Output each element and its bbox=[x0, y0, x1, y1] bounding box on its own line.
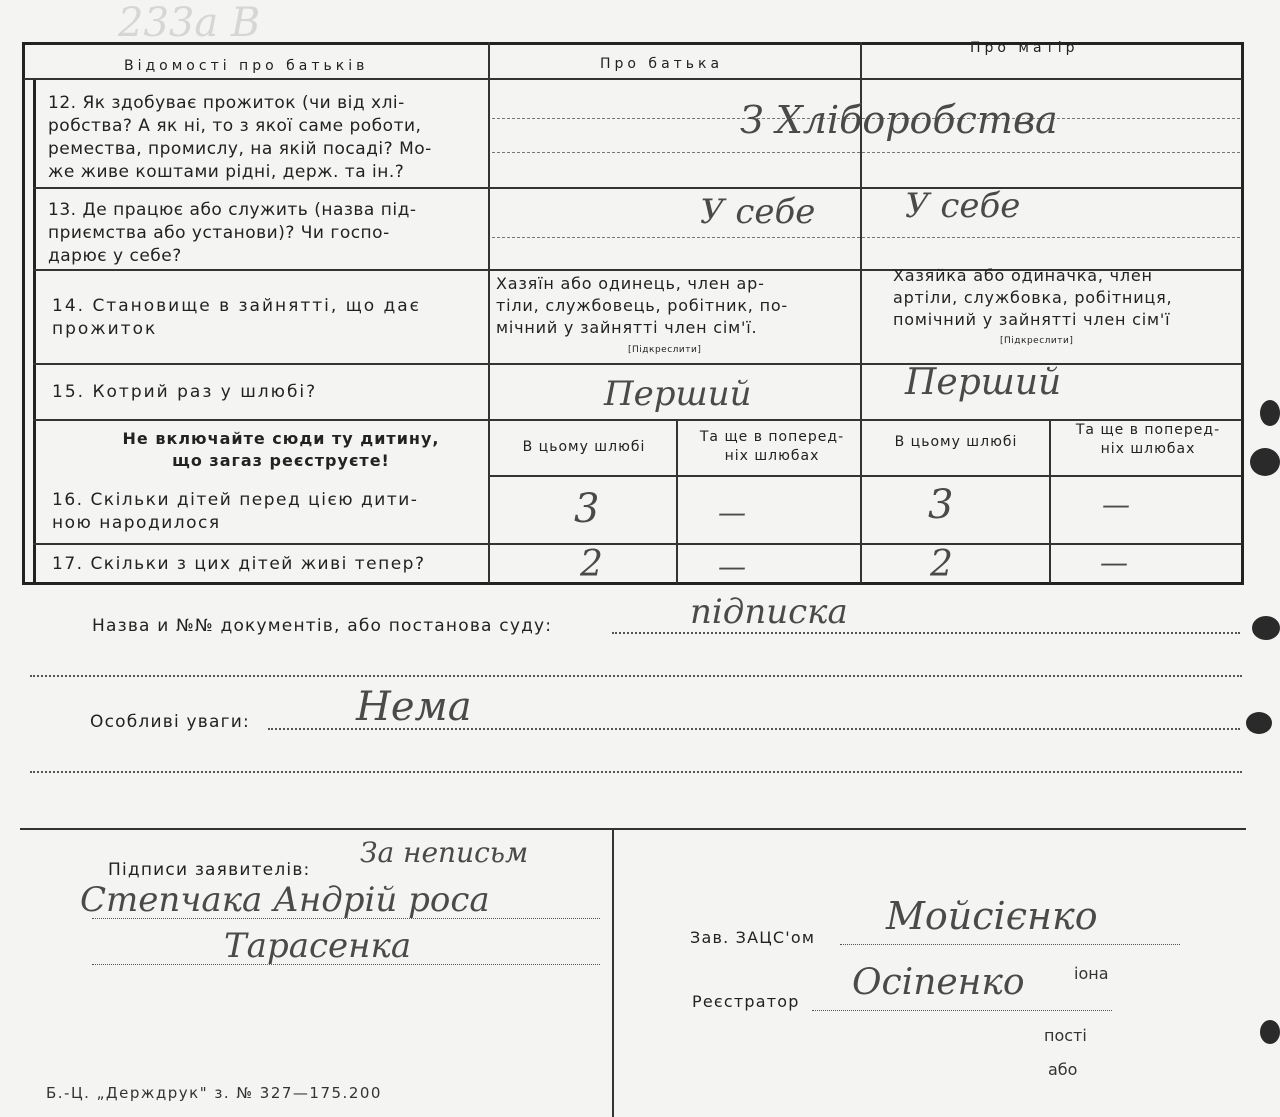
header-rule bbox=[24, 78, 1242, 80]
answer-q17-mother-this: 2 bbox=[930, 544, 953, 585]
answer-q17-father-this: 2 bbox=[580, 544, 603, 585]
stamp-fragment: пості bbox=[1044, 1026, 1087, 1045]
answer-q16-father-this: 3 bbox=[574, 486, 600, 532]
printer-imprint: Б.-Ц. „Держдрук" з. № 327—175.200 bbox=[46, 1084, 382, 1102]
applicant-signature: Тарасенка bbox=[224, 926, 412, 966]
q14-line: прожиток bbox=[52, 319, 158, 339]
signatures-label: Підписи заявителів: bbox=[108, 860, 311, 880]
q12-line: робства? А як ні, то з якої саме роботи, bbox=[48, 116, 422, 136]
answer-q17-mother-prev: — bbox=[1100, 546, 1128, 579]
subheader-line: Та ще в поперед- bbox=[1075, 422, 1221, 438]
subheader-line: ніх шлюбах bbox=[724, 448, 820, 464]
question-17: 17. Скільки з цих дітей живі тепер? bbox=[52, 554, 426, 574]
option-line: мічний у зайнятті член сім'ї. bbox=[496, 318, 758, 337]
underline-hint-father: [Підкреслити] bbox=[628, 345, 702, 355]
q16-line: 16. Скільки дітей перед цією дити- bbox=[52, 490, 419, 510]
q16-line: ною народилося bbox=[52, 513, 221, 533]
subheader-father-this-marriage: В цьому шлюбі bbox=[522, 439, 646, 455]
option-line: тіли, службовець, робітник, по- bbox=[496, 296, 788, 315]
zags-head-line bbox=[840, 944, 1180, 945]
note-line: що загаз реєструєте! bbox=[172, 451, 390, 470]
remarks-value: Нема bbox=[356, 684, 472, 730]
option-line: артіли, службовка, робітниця, bbox=[893, 288, 1173, 307]
answer-q15-mother: Перший bbox=[905, 362, 1062, 403]
option-line: Хазяїн або одинець, член ар- bbox=[496, 274, 765, 293]
sheet-number-mark: 233а В bbox=[118, 0, 261, 46]
option-line: помічний у зайнятті член сім'ї bbox=[893, 310, 1171, 329]
documents-line bbox=[612, 632, 1240, 634]
question-15: 15. Котрий раз у шлюбі? bbox=[52, 382, 318, 402]
zags-head-label: Зав. ЗАЦС'ом bbox=[690, 928, 816, 947]
subheader-line: Та ще в поперед- bbox=[699, 429, 845, 445]
documents-label: Назва и №№ документів, або постанова суду: bbox=[92, 616, 553, 636]
documents-value: підписка bbox=[690, 592, 848, 632]
column-divider bbox=[1049, 419, 1051, 583]
answer-q16-father-prev: — bbox=[718, 496, 746, 529]
q14-line: 14. Становище в зайнятті, що дає bbox=[52, 296, 422, 316]
stamp-fragment: іона bbox=[1074, 964, 1109, 983]
answer-q17-father-prev: — bbox=[718, 550, 746, 583]
writing-line bbox=[492, 152, 1240, 153]
registrar-label: Реєстратор bbox=[692, 992, 800, 1011]
header-info: Відомості про батьків bbox=[124, 58, 369, 74]
answer-q13-mother: У себе bbox=[905, 186, 1021, 226]
q12-line: же живе коштами рідні, держ. та ін.? bbox=[48, 162, 405, 182]
subheader-mother-this-marriage: В цьому шлюбі bbox=[894, 434, 1018, 450]
row-rule bbox=[33, 187, 1242, 189]
table-inner-border bbox=[33, 78, 36, 583]
stamp-fragment: або bbox=[1048, 1060, 1078, 1079]
registrar-signature: Осіпенко bbox=[852, 962, 1025, 1003]
applicant-signature: Степчака Андрій роса bbox=[80, 880, 490, 920]
binding-hole bbox=[1260, 1020, 1280, 1044]
applicant-signature: За неписьм bbox=[360, 836, 529, 869]
question-16 bbox=[52, 489, 418, 535]
subheader-line: ніх шлюбах bbox=[1100, 441, 1196, 457]
binding-hole bbox=[1260, 400, 1280, 426]
signature-line bbox=[92, 918, 600, 919]
option-line: Хазяйка або одиначка, член bbox=[893, 266, 1153, 285]
answer-q16-mother-this: 3 bbox=[928, 482, 954, 528]
row-rule bbox=[488, 475, 1242, 477]
answer-q12: З Хліборобства bbox=[740, 98, 1058, 142]
remarks-label: Особливі уваги: bbox=[90, 712, 250, 732]
binding-hole bbox=[1250, 448, 1280, 476]
binding-hole bbox=[1246, 712, 1272, 734]
answer-q16-mother-prev: — bbox=[1102, 488, 1130, 521]
column-divider bbox=[676, 419, 678, 583]
signature-divider bbox=[612, 830, 614, 1117]
subheader-mother-previous bbox=[1056, 421, 1240, 459]
q13-line: приємства або установи)? Чи госпо- bbox=[48, 223, 390, 243]
answer-q13-father: У себе bbox=[700, 192, 816, 232]
options-father bbox=[496, 273, 846, 339]
binding-hole bbox=[1252, 616, 1280, 640]
options-mother bbox=[893, 265, 1233, 331]
question-14 bbox=[52, 295, 421, 341]
blank-line bbox=[30, 675, 1242, 677]
row-rule bbox=[33, 543, 1242, 545]
q13-line: дарює у себе? bbox=[48, 246, 182, 266]
answer-q15-father: Перший bbox=[604, 374, 752, 414]
question-13 bbox=[48, 199, 416, 268]
writing-line bbox=[492, 237, 1240, 238]
column-divider bbox=[488, 42, 490, 583]
q13-line: 13. Де працює або служить (назва під- bbox=[48, 200, 417, 220]
question-12 bbox=[48, 92, 432, 184]
signature-line bbox=[92, 964, 600, 965]
registrar-line bbox=[812, 1010, 1112, 1011]
q12-line: 12. Як здобуває прожиток (чи від хлі- bbox=[48, 93, 405, 113]
note-line: Не включайте сюди ту дитину, bbox=[122, 429, 440, 448]
underline-hint-mother: [Підкреслити] bbox=[1000, 336, 1074, 346]
header-father: Про батька bbox=[600, 56, 724, 72]
header-mother: Про матір bbox=[970, 40, 1079, 56]
section-rule bbox=[20, 828, 1246, 830]
blank-line bbox=[30, 771, 1242, 773]
zags-head-signature: Мойсієнко bbox=[886, 894, 1098, 938]
q12-line: ремества, промислу, на якій посаді? Мо- bbox=[48, 139, 432, 159]
exclude-child-note bbox=[86, 428, 476, 472]
